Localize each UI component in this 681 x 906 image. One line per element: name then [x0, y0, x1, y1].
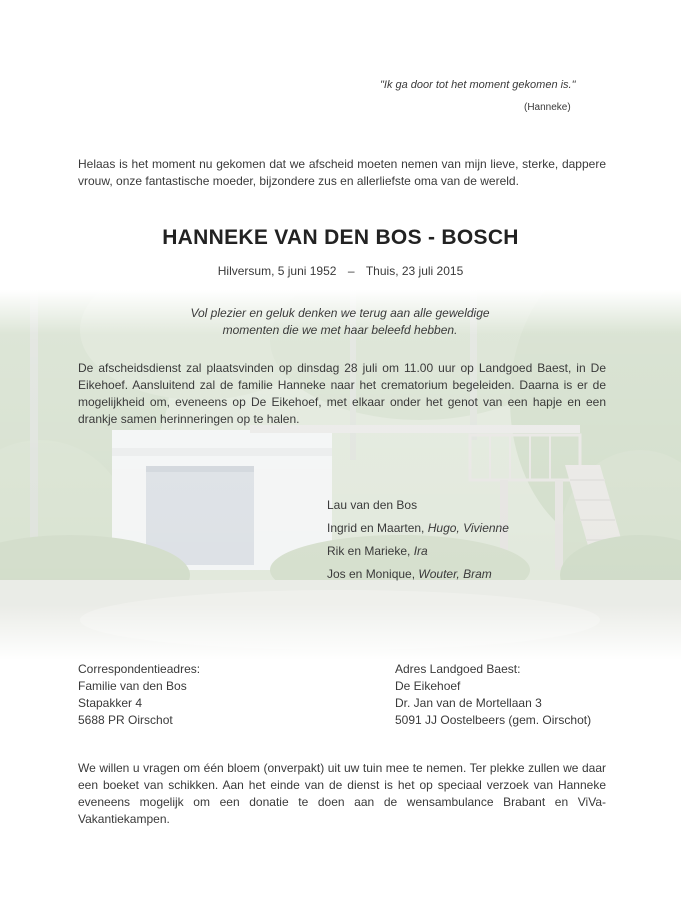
motto [150, 305, 530, 339]
service-paragraph: De afscheidsdienst zal plaatsvinden op dinsdag 28 juli om 11.00 uur op Landgoed Baest, in De Eikehoef. Aansluitend zal de familie Hanneke naar het crematorium begeleiden. Daarna is er de mogelijkheid om, eveneens op De Eikehoef, met elkaar onder het genot van een hapje en een drankje samen herinneringen op te halen. [78, 361, 606, 426]
family-member-name: Ingrid en Maarten, [327, 521, 428, 535]
intro-paragraph: Helaas is het moment nu gekomen dat we afscheid moeten nemen van mijn lieve, sterke, dappere vrouw, onze fantastische moeder, bijzondere zus en allerliefste oma van de wereld. [78, 157, 606, 188]
address-line: Dr. Jan van de Mortellaan 3 [395, 696, 542, 710]
quote-author: (Hanneke) [524, 102, 571, 113]
death-date: Thuis, 23 juli 2015 [365, 264, 464, 278]
family-member [327, 494, 509, 517]
address-line: Stapakker 4 [78, 696, 143, 710]
family-children: Ira [413, 544, 428, 558]
family-member-name: Lau van den Bos [327, 498, 418, 512]
family-member [327, 517, 509, 540]
address-heading: Correspondentieadres: [78, 662, 201, 676]
motto-line: momenten die we met haar beleefd hebben. [222, 323, 458, 337]
address-line: Familie van den Bos [78, 679, 187, 693]
house-photo-image [0, 290, 681, 660]
background-photo [0, 290, 681, 660]
address-line: 5091 JJ Oostelbeers (gem. Oirschot) [395, 713, 592, 727]
family-children: Wouter, Bram [418, 567, 492, 581]
birth-date: Hilversum, 5 juni 1952 [217, 264, 337, 278]
family-member [327, 563, 509, 586]
address-line: 5688 PR Oirschot [78, 713, 173, 727]
family-list [327, 494, 509, 586]
life-dates [0, 264, 681, 278]
flowers-paragraph: We willen u vragen om één bloem (onverpakt) uit uw tuin mee te nemen. Ter plekke zullen we daar een boeket van schikken. Aan het einde van de dienst is het op speciaal verzoek van Hanneke eveneens mogelijk om een donatie te doen aan de wensambulance Brabant en ViVa-Vakantiekampen. [78, 761, 606, 826]
deceased-name: HANNEKE VAN DEN BOS - BOSCH [162, 226, 519, 249]
date-separator: – [347, 264, 355, 278]
family-member-name: Jos en Monique, [327, 567, 419, 581]
opening-quote: "Ik ga door tot het moment gekomen is." [380, 79, 576, 91]
venue-address [395, 661, 591, 729]
family-member-name: Rik en Marieke, [327, 544, 414, 558]
family-member [327, 540, 509, 563]
address-line: De Eikehoef [395, 679, 461, 693]
address-heading: Adres Landgoed Baest: [395, 662, 521, 676]
family-children: Hugo, Vivienne [427, 521, 509, 535]
correspondence-address [78, 661, 200, 729]
motto-line: Vol plezier en geluk denken we terug aan alle geweldige [190, 306, 490, 320]
